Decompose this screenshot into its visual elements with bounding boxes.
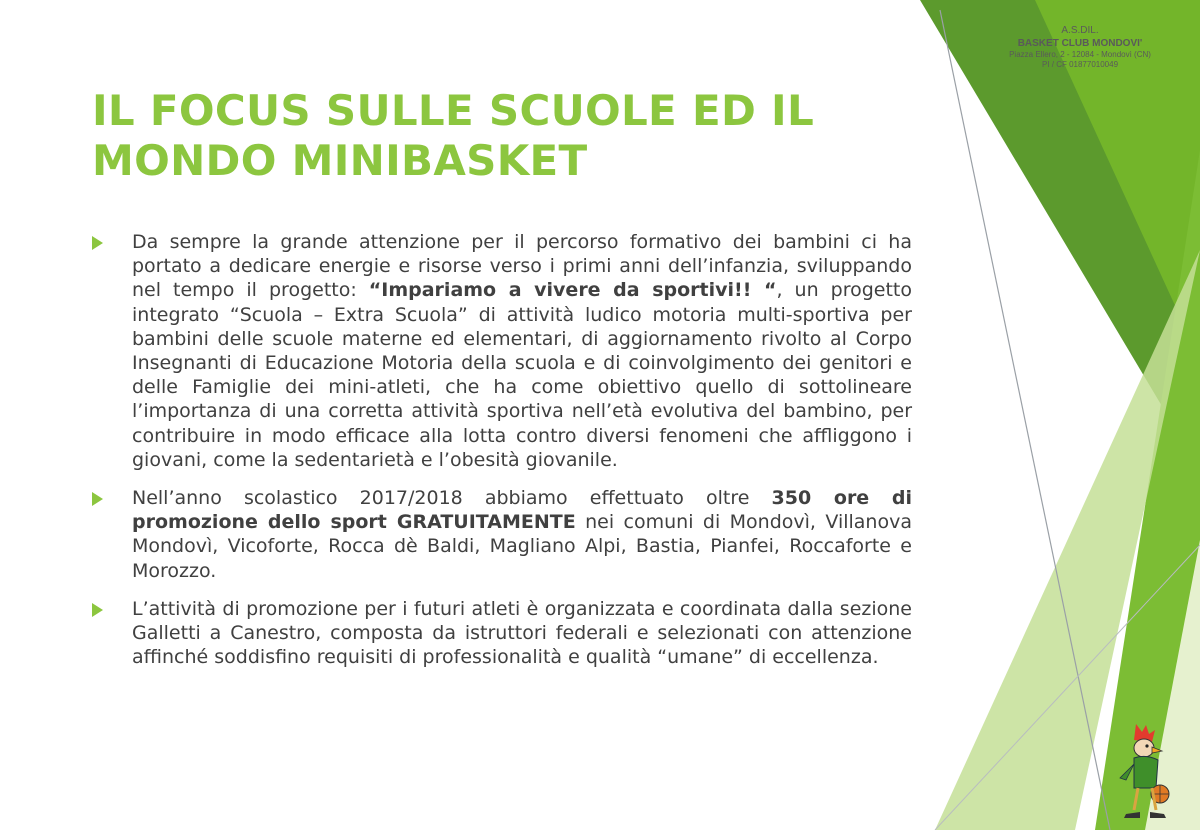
project-name: “Impariamo a vivere da sportivi!! “ [368,279,777,302]
promotion-hours: 350 ore di promozione dello sport GRATUITAMENTE [132,487,912,534]
triangle-right-icon [92,603,103,617]
bullet-text: Nell’anno scolastico 2017/2018 abbiamo effettuato oltre 350 ore di promozione dello sport GRATUITAMENTE nei comuni di Mondovì, Villanova Mondovì, Vicoforte, Rocca dè Baldi, Magliano Alpi, Bastia, Pianfei, Roccaforte e Morozzo. [132,487,912,582]
triangle-right-icon [92,236,103,250]
org-address: Piazza Ellero, 2 - 12084 - Mondovì (CN) [1009,50,1151,59]
org-name: BASKET CLUB MONDOVI' [1017,38,1143,49]
org-info [985,24,1175,70]
rooster-mascot-icon [1106,722,1176,822]
bullet-text: L’attività di promozione per i futuri atleti è organizzata e coordinata dalla sezione Galletti a Canestro, composta da istruttori federali e selezionati con attenzione affinché soddisfino requisiti di professionalità e qualità “umane” di eccellenza. [132,597,912,669]
bullet-list [92,230,912,683]
page-title: IL FOCUS SULLE SCUOLE ED IL MONDO MINIBASKET [92,86,815,185]
list-item [92,486,912,583]
list-item [92,230,912,472]
bullet-text: Da sempre la grande attenzione per il percorso formativo dei bambini ci ha portato a dedicare energie e risorse verso i primi anni dell’infanzia, sviluppando nel tempo il progetto: “Impariamo a vivere da sportivi!! “, un progetto integrato “Scuola – Extra Scuola” di attività ludico motoria multi-sportiva per bambini delle scuole materne ed elementari, di aggiornamento rivolto al Corpo Insegnanti di Educazione Motoria della scuola e di coinvolgimento dei genitori e delle Famiglie dei mini-atleti, che ha come obiettivo quello di sottolineare l’importanza di una corretta attività sportiva nell’età evolutiva del bambino, per contribuire in modo efficace alla lotta contro diversi fenomeni che affliggono i giovani, come la sedentarietà e l’obesità giovanile. [132,231,912,471]
org-tax-id: PI / CF 01877010049 [1041,60,1119,69]
list-item [92,597,912,670]
org-type: A.S.DIL. [1061,25,1099,36]
triangle-right-icon [92,492,103,506]
